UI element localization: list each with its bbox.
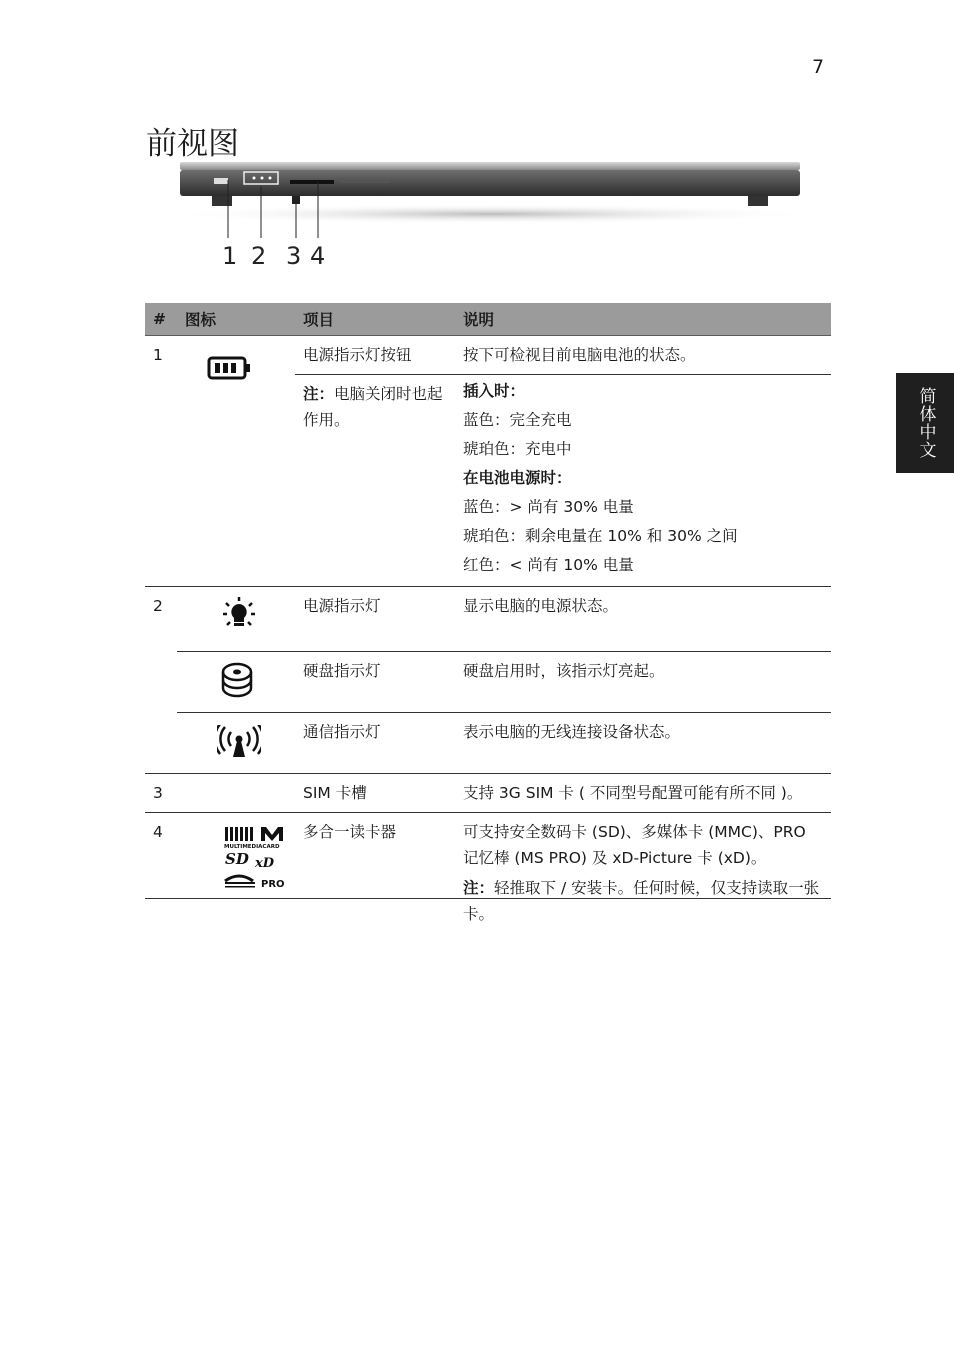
row-number: 3: [145, 774, 177, 813]
item-label: SIM 卡槽: [295, 774, 455, 813]
item-label: 多合一读卡器: [295, 813, 455, 934]
item-label: 电源指示灯按钮: [303, 346, 412, 364]
header-item: 项目: [295, 303, 455, 336]
status-line: 蓝色：> 尚有 30% 电量: [463, 498, 634, 516]
row-number: 4: [145, 813, 177, 934]
laptop-front-illustration: [162, 152, 822, 242]
empty-icon-cell: [177, 774, 295, 813]
row-number: 1: [153, 346, 163, 364]
table-bottom-rule: [145, 898, 831, 899]
callout-1: 1: [222, 242, 238, 270]
header-description: 说明: [455, 303, 831, 336]
wireless-icon: [177, 713, 295, 774]
row-number: 2: [145, 587, 177, 774]
callout-4: 4: [310, 242, 326, 270]
language-tab: [896, 373, 954, 473]
item-label: 硬盘指示灯: [295, 652, 455, 713]
table-row: [145, 652, 831, 713]
language-tab-label: 简体中文: [915, 387, 936, 459]
page-title: 前视图: [146, 126, 239, 162]
status-list: [455, 375, 831, 587]
pro-logo-text: PRO: [261, 879, 285, 890]
item-label: 电源指示灯: [295, 587, 455, 652]
item-label: 通信指示灯: [295, 713, 455, 774]
status-heading-plugged: 插入时：: [463, 382, 526, 400]
status-line: 蓝色：完全充电: [463, 411, 572, 429]
svg-text:SD: SD: [225, 850, 249, 868]
status-heading-battery: 在电池电源时：: [463, 469, 572, 487]
item-description: 表示电脑的无线连接设备状态。: [455, 713, 831, 774]
item-description: 支持 3G SIM 卡 ( 不同型号配置可能有所不同 )。: [455, 774, 831, 813]
header-icon: 图标: [177, 303, 295, 336]
item-description-cell: [455, 813, 831, 934]
table-row: [145, 587, 831, 652]
status-line: 琥珀色：剩余电量在 10% 和 30% 之间: [463, 527, 738, 545]
hdd-icon: [177, 652, 295, 713]
table-header-row: [145, 303, 831, 336]
item-description: 可支持安全数码卡 (SD)、多媒体卡 (MMC)、PRO 记忆棒 (MS PRO) 及 xD-Picture 卡 (xD)。: [463, 823, 806, 867]
page-number: 7: [812, 56, 825, 78]
item-note: [463, 875, 825, 927]
item-description: 按下可检视目前电脑电池的状态。: [463, 346, 696, 364]
table-row: [145, 774, 831, 813]
note-text: 电脑关闭时也起作用。: [303, 385, 443, 429]
note-label: 注：: [303, 385, 335, 403]
svg-text:xD: xD: [255, 856, 275, 871]
front-view-table: [145, 303, 831, 933]
item-description: 硬盘启用时，该指示灯亮起。: [455, 652, 831, 713]
laptop-front-view-figure: [162, 152, 822, 274]
note-text: 轻推取下 / 安装卡。任何时候，仅支持读取一张卡。: [463, 879, 820, 923]
callout-2: 2: [251, 242, 267, 270]
mmc-logo-text: MULTIMEDIACARD: [224, 844, 280, 850]
item-note: [295, 375, 455, 587]
item-description: 显示电脑的电源状态。: [455, 587, 831, 652]
note-label: 注：: [463, 879, 495, 897]
table-row: [145, 336, 831, 375]
table-row: [145, 713, 831, 774]
power-light-icon: [177, 587, 295, 652]
card-reader-icon: [177, 813, 295, 934]
callout-3: 3: [286, 242, 302, 270]
table-row: [145, 813, 831, 934]
header-num: #: [145, 303, 177, 336]
battery-icon: [177, 336, 295, 587]
status-line: 红色：< 尚有 10% 电量: [463, 556, 634, 574]
status-line: 琥珀色：充电中: [463, 440, 572, 458]
